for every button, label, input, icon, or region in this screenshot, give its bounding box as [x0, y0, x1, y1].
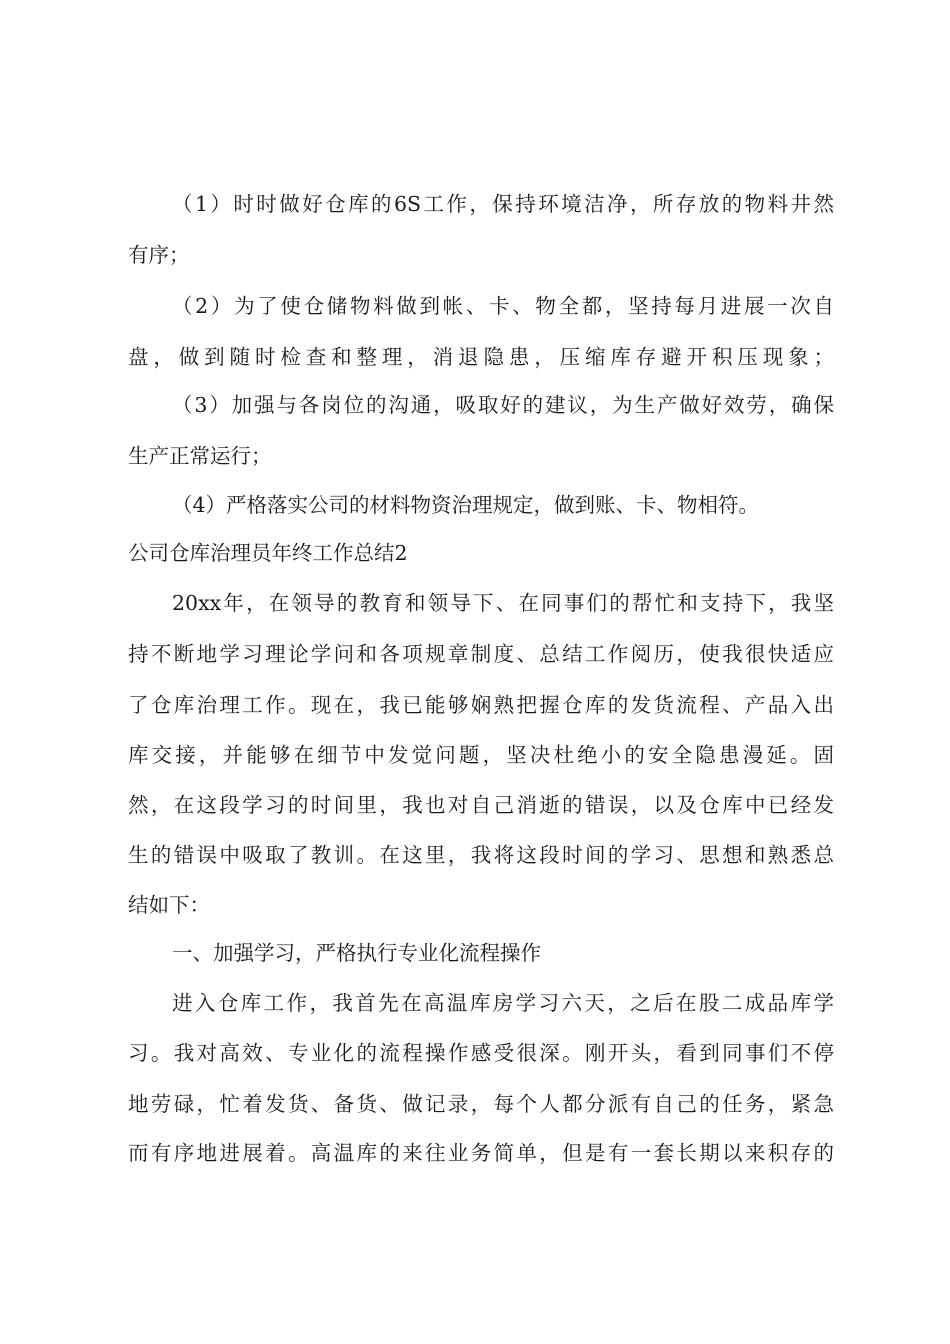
section-title: 公司仓库治理员年终工作总结2 [128, 541, 408, 565]
paragraph-2-line-1: （2）为了使仓储物料做到帐、卡、物全都，坚持每月进展一次自 [172, 294, 834, 318]
paragraph-2-line-2: 盘，做到随时检查和整理，消退隐患，压缩库存避开积压现象； [128, 345, 834, 369]
paragraph-5-line-4: 库交接，并能够在细节中发觉问题，坚决杜绝小的安全隐患漫延。固 [128, 743, 834, 767]
paragraph-5-line-1: 20xx年，在领导的教育和领导下、在同事们的帮忙和支持下，我坚 [172, 591, 834, 615]
paragraph-6-line-2: 习。我对高效、专业化的流程操作感受很深。刚开头，看到同事们不停 [128, 1041, 834, 1065]
paragraph-5-line-3: 了仓库治理工作。现在，我已能够娴熟把握仓库的发货流程、产品入出 [128, 693, 834, 717]
paragraph-3-line-2: 生产正常运行； [128, 444, 272, 468]
paragraph-5-line-6: 生的错误中吸取了教训。在这里，我将这段时间的学习、思想和熟悉总 [128, 843, 834, 867]
paragraph-1-line-2: 有序； [128, 243, 190, 267]
paragraph-5-line-7: 结如下： [128, 893, 210, 917]
paragraph-5-line-5: 然，在这段学习的时间里，我也对自己消逝的错误，以及仓库中已经发 [128, 793, 834, 817]
paragraph-3-line-1: （3）加强与各岗位的沟通，吸取好的建议，为生产做好效劳，确保 [172, 393, 834, 417]
paragraph-1-line-1: （1）时时做好仓库的6S工作，保持环境洁净，所存放的物料井然 [172, 192, 834, 216]
subheading-1: 一、加强学习，严格执行专业化流程操作 [172, 941, 541, 965]
paragraph-6-line-1: 进入仓库工作，我首先在高温库房学习六天，之后在股二成品库学 [172, 991, 834, 1015]
paragraph-4-line-1: （4）严格落实公司的材料物资治理规定，做到账、卡、物相符。 [172, 493, 760, 517]
paragraph-5-line-2: 持不断地学习理论学问和各项规章制度、总结工作阅历，使我很快适应 [128, 642, 834, 666]
paragraph-6-line-4: 而有序地进展着。高温库的来往业务简单，但是有一套长期以来积存的 [128, 1141, 834, 1165]
paragraph-6-line-3: 地劳碌，忙着发货、备货、做记录，每个人都分派有自己的任务，紧急 [128, 1092, 834, 1116]
